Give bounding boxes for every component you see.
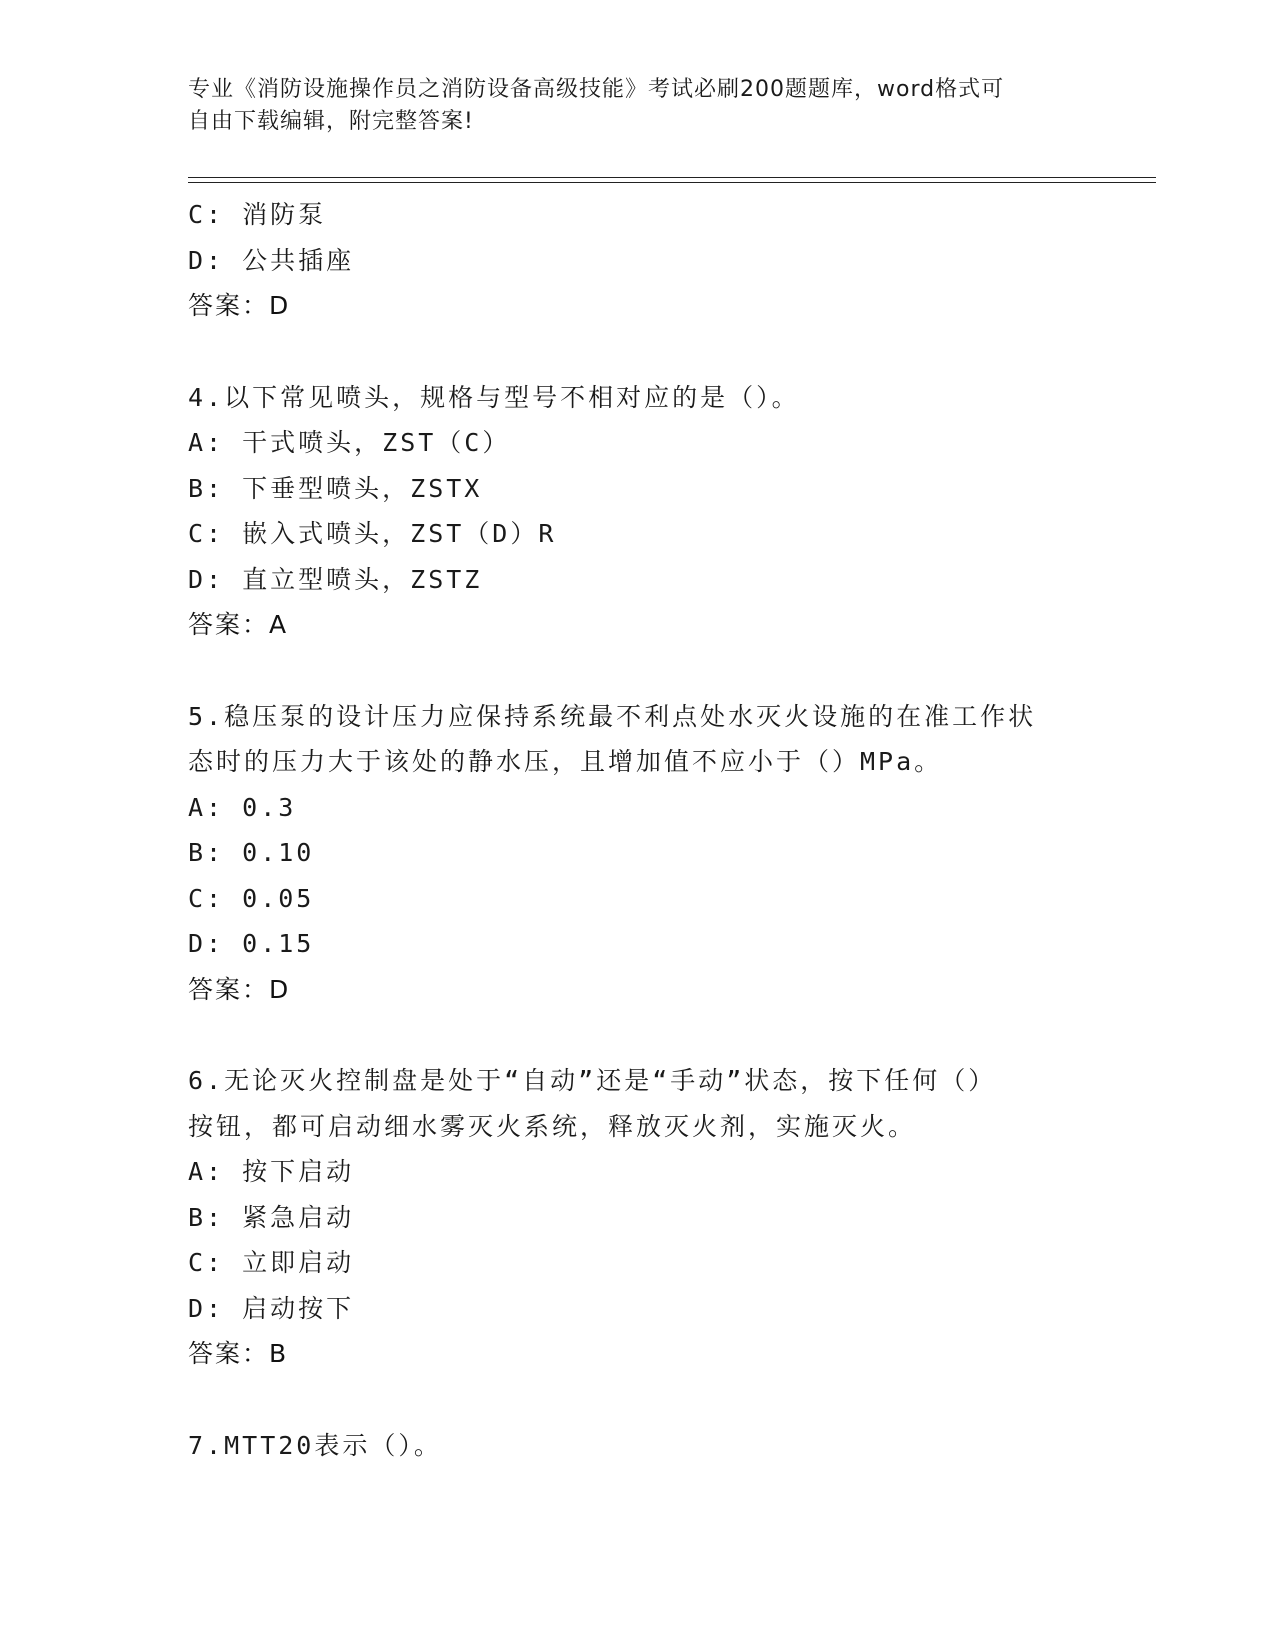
q6-question-line-1: 6.无论灭火控制盘是处于“自动”还是“手动”状态，按下任何（） (188, 1066, 997, 1095)
question-3-block (188, 192, 1088, 329)
q4-option-d: D: 直立型喷头，ZSTZ (188, 564, 483, 594)
question-6-block (188, 1058, 1088, 1377)
q6-question-line-2: 按钮，都可启动细水雾灭火系统，释放灭火剂，实施灭火。 (188, 1111, 917, 1141)
q4-option-a: A: 干式喷头，ZST（C） (188, 428, 511, 457)
q5-option-c: C: 0.05 (188, 883, 315, 913)
spacer (188, 1377, 1088, 1423)
q6-option-a: A: 按下启动 (188, 1157, 355, 1186)
header-line-2: 自由下载编辑，附完整答案! (188, 109, 474, 134)
question-5-block (188, 694, 1088, 1013)
q4-option-c: C: 嵌入式喷头，ZST（D）R (188, 519, 557, 548)
q4-answer: 答案：A (188, 610, 289, 639)
spacer (188, 329, 1088, 375)
question-4-block (188, 375, 1088, 648)
header-divider-top (188, 177, 1156, 178)
q6-answer: 答案：B (188, 1339, 289, 1368)
spacer (188, 648, 1088, 694)
q5-question-line-1: 5.稳压泵的设计压力应保持系统最不利点处水灭火设施的在准工作状 (188, 701, 1037, 731)
q4-option-b: B: 下垂型喷头，ZSTX (188, 473, 483, 503)
q6-option-b: B: 紧急启动 (188, 1202, 355, 1232)
q5-option-d: D: 0.15 (188, 929, 315, 958)
q5-option-b: B: 0.10 (188, 838, 315, 867)
q5-answer: 答案：D (188, 974, 291, 1004)
q3-answer: 答案：D (188, 291, 291, 320)
spacer (188, 1012, 1088, 1058)
header-divider-bottom (188, 182, 1156, 183)
question-list (188, 192, 1088, 1468)
q5-option-a: A: 0.3 (188, 792, 297, 822)
q3-option-c: C: 消防泵 (188, 200, 327, 229)
q6-option-d: D: 启动按下 (188, 1293, 355, 1323)
q3-option-d: D: 公共插座 (188, 245, 355, 275)
document-header (188, 74, 1068, 138)
q4-question: 4.以下常见喷头，规格与型号不相对应的是（）。 (188, 382, 800, 412)
question-7-block (188, 1423, 1088, 1469)
q5-question-line-2: 态时的压力大于该处的静水压，且增加值不应小于（）MPa。 (188, 747, 943, 776)
q7-question: 7.MTT20表示（）。 (188, 1430, 442, 1460)
q6-option-c: C: 立即启动 (188, 1248, 355, 1277)
header-line-1: 专业《消防设施操作员之消防设备高级技能》考试必刷200题题库，word格式可 (188, 77, 1005, 102)
